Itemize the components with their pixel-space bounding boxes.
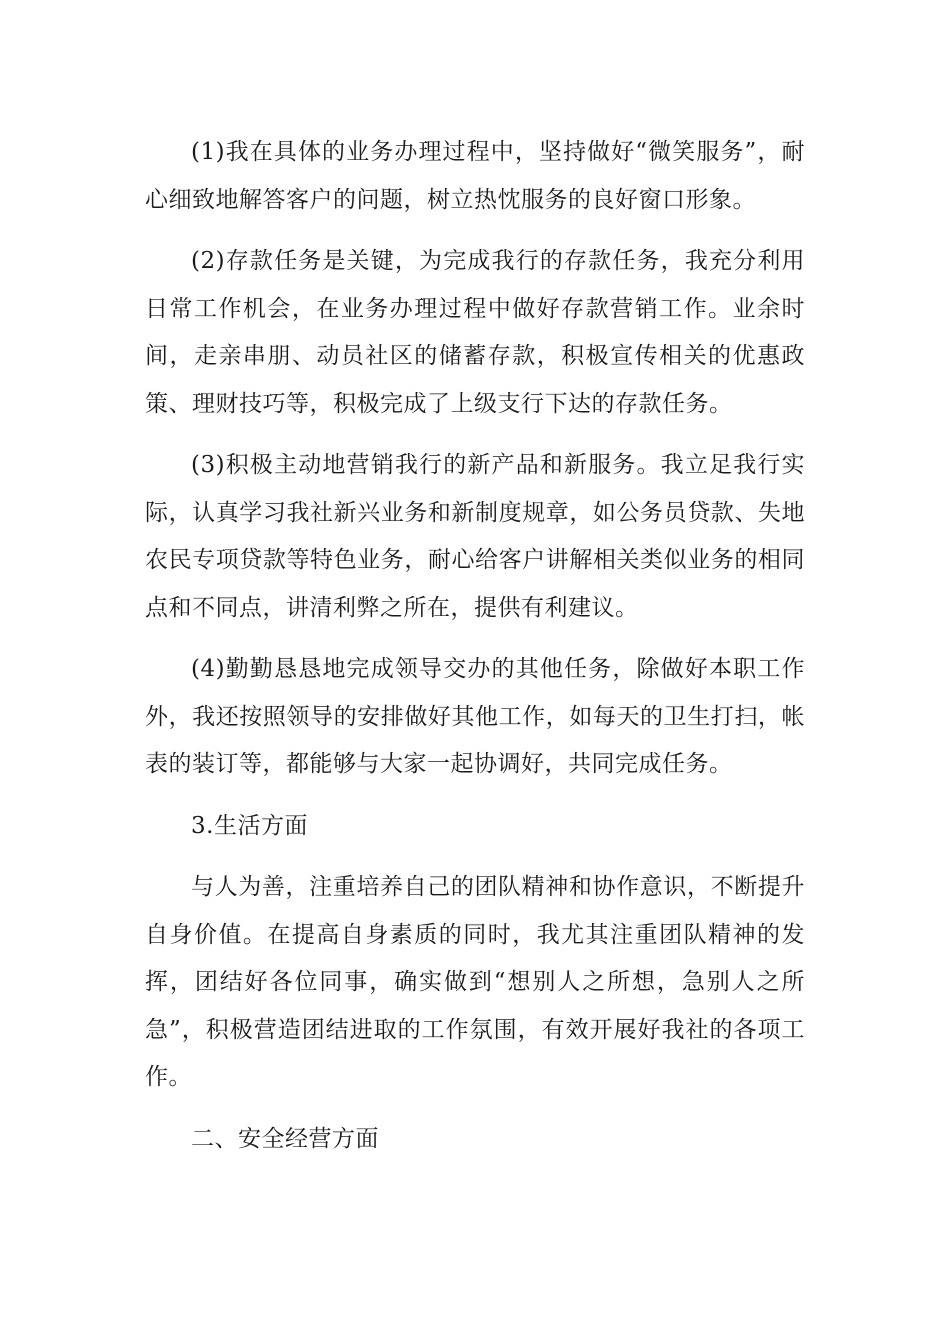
section-heading-life: 3.生活方面 — [191, 812, 308, 839]
paragraph-5: 与人为善，注重培养自己的团队精神和协作意识，不断提升自身价值。在提高自身素质的同时，我尤其注重团队精神的发挥，团结好各位同事，确实做到“想别人之所想，急别人之所急”，积极营造团结进取的工作氛围，有效开展好我社的各项工作。 — [145, 874, 805, 1090]
paragraph-4: (4)勤勤恳恳地完成领导交办的其他任务，除做好本职工作外，我还按照领导的安排做好其他工作，如每天的卫生打扫，帐表的装订等，都能够与大家一起协调好，共同完成任务。 — [145, 656, 805, 777]
section-heading-safety: 二、安全经营方面 — [191, 1125, 379, 1152]
paragraph-3: (3)积极主动地营销我行的新产品和新服务。我立足我行实际，认真学习我社新兴业务和新制度规章，如公务员贷款、失地农民专项贷款等特色业务，耐心给客户讲解相关类似业务的相同点和不同点，讲清利弊之所在，提供有利建议。 — [145, 452, 805, 621]
paragraph-2: (2)存款任务是关键，为完成我行的存款任务，我充分利用日常工作机会，在业务办理过程中做好存款营销工作。业余时间，走亲串朋、动员社区的储蓄存款，积极宣传相关的优惠政策、理财技巧等，积极完成了上级支行下达的存款任务。 — [145, 248, 805, 417]
document-body — [145, 129, 805, 1177]
paragraph-1: (1)我在具体的业务办理过程中，坚持做好“微笑服务”，耐心细致地解答客户的问题，树立热忱服务的良好窗口形象。 — [145, 139, 805, 213]
